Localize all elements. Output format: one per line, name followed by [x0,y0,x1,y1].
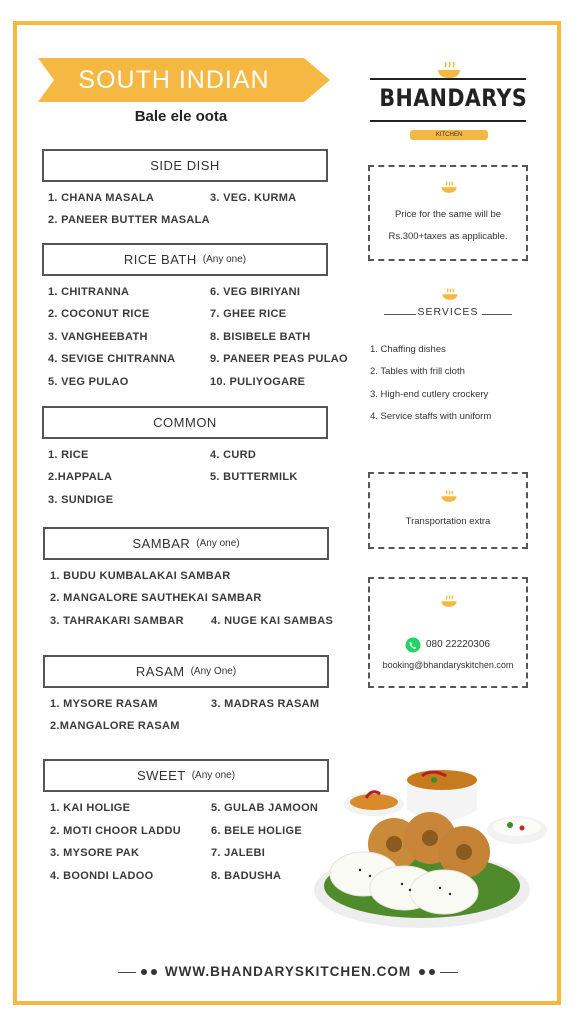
list-item: 5. VEG PULAO [48,376,129,388]
contact-email[interactable]: booking@bhandaryskitchen.com [382,660,514,670]
footer-dot [419,969,425,975]
list-item: 3. TAHRAKARI SAMBAR [50,615,184,627]
footer-dot [429,969,435,975]
service-item: 4. Service staffs with uniform [370,411,492,422]
services-title: SERVICES [417,306,479,318]
list-item: 9. PANEER PEAS PULAO [210,353,348,365]
service-item: 3. High-end cutlery crockery [370,389,489,400]
list-item: 4. CURD [210,449,257,461]
brand-logo [368,62,530,142]
list-item: 4. SEVIGE CHITRANNA [48,353,176,365]
section-side-dish [42,149,328,182]
list-item: 4. NUGE KAI SAMBAS [211,615,334,627]
footer-url[interactable]: WWW.BHANDARYSKITCHEN.COM [164,964,412,979]
list-item: 1. CHANA MASALA [48,192,155,204]
service-item: 1. Chaffing dishes [370,344,446,355]
section-title: COMMON [153,415,217,430]
section-note: (Any one) [191,770,236,781]
section-sweet [43,759,329,792]
list-item: 3. VEG. KURMA [210,192,297,204]
list-item: 1. KAI HOLIGE [50,802,131,814]
chef-bowl-icon [440,181,458,195]
chef-bowl-icon [440,595,458,609]
list-item: 10. PULIYOGARE [210,376,306,388]
transport-text: Transportation extra [405,516,491,527]
list-item: 3. MADRAS RASAM [211,698,320,710]
list-item: 5. BUTTERMILK [210,471,298,483]
food-illustration [312,762,552,934]
service-item: 2. Tables with frill cloth [370,366,465,377]
list-item: 8. BADUSHA [211,870,282,882]
price-line-1: Price for the same will be [394,209,502,220]
section-title: SWEET [136,768,186,783]
transport-box [368,472,528,549]
section-title: RICE BATH [123,252,197,267]
logo-rule-top [370,78,526,80]
list-item: 2. MOTI CHOOR LADDU [50,825,181,837]
contact-phone[interactable]: 080 22220306 [426,639,490,650]
logo-rule-bottom [370,120,526,122]
subtitle: Bale ele oota [134,108,228,125]
section-common [42,406,328,439]
section-sambar [43,527,329,560]
list-item: 5. GULAB JAMOON [211,802,319,814]
chef-bowl-icon [441,288,459,302]
list-item: 2.HAPPALA [48,471,113,483]
price-info-box [368,165,528,261]
list-item: 1. BUDU KUMBALAKAI SAMBAR [50,570,231,582]
footer-line-right [440,972,458,973]
brand-tagline: KITCHEN [410,130,488,140]
price-line-2: Rs.300+taxes as applicable. [388,231,508,242]
list-item: 6. VEG BIRIYANI [210,286,301,298]
section-title: SAMBAR [132,536,191,551]
list-item: 3. SUNDIGE [48,494,114,506]
list-item: 3. VANGHEEBATH [48,331,148,343]
contact-box [368,577,528,688]
list-item: 1. CHITRANNA [48,286,130,298]
list-item: 2. PANEER BUTTER MASALA [48,214,210,226]
banner-title: SOUTH INDIAN [78,66,270,94]
list-item: 7. JALEBI [211,847,266,859]
section-rice-bath [42,243,328,276]
list-item: 3. MYSORE PAK [50,847,140,859]
list-item: 2. MANGALORE SAUTHEKAI SAMBAR [50,592,262,604]
list-item: 1. MYSORE RASAM [50,698,158,710]
section-note: (Any One) [190,666,237,677]
brand-name: BHANDARYS [379,84,528,112]
section-title: RASAM [135,664,185,679]
list-item: 8. BISIBELE BATH [210,331,311,343]
section-note: (Any one) [202,254,247,265]
chef-bowl-icon [440,490,458,504]
section-note: (Any one) [196,538,240,549]
section-rasam [43,655,329,688]
list-item: 4. BOONDI LADOO [50,870,154,882]
list-item: 2. COCONUT RICE [48,308,150,320]
whatsapp-icon [405,637,421,653]
list-item: 2.MANGALORE RASAM [50,720,180,732]
list-item: 1. RICE [48,449,89,461]
list-item: 6. BELE HOLIGE [211,825,302,837]
list-item: 7. GHEE RICE [210,308,287,320]
section-title: SIDE DISH [150,158,220,173]
